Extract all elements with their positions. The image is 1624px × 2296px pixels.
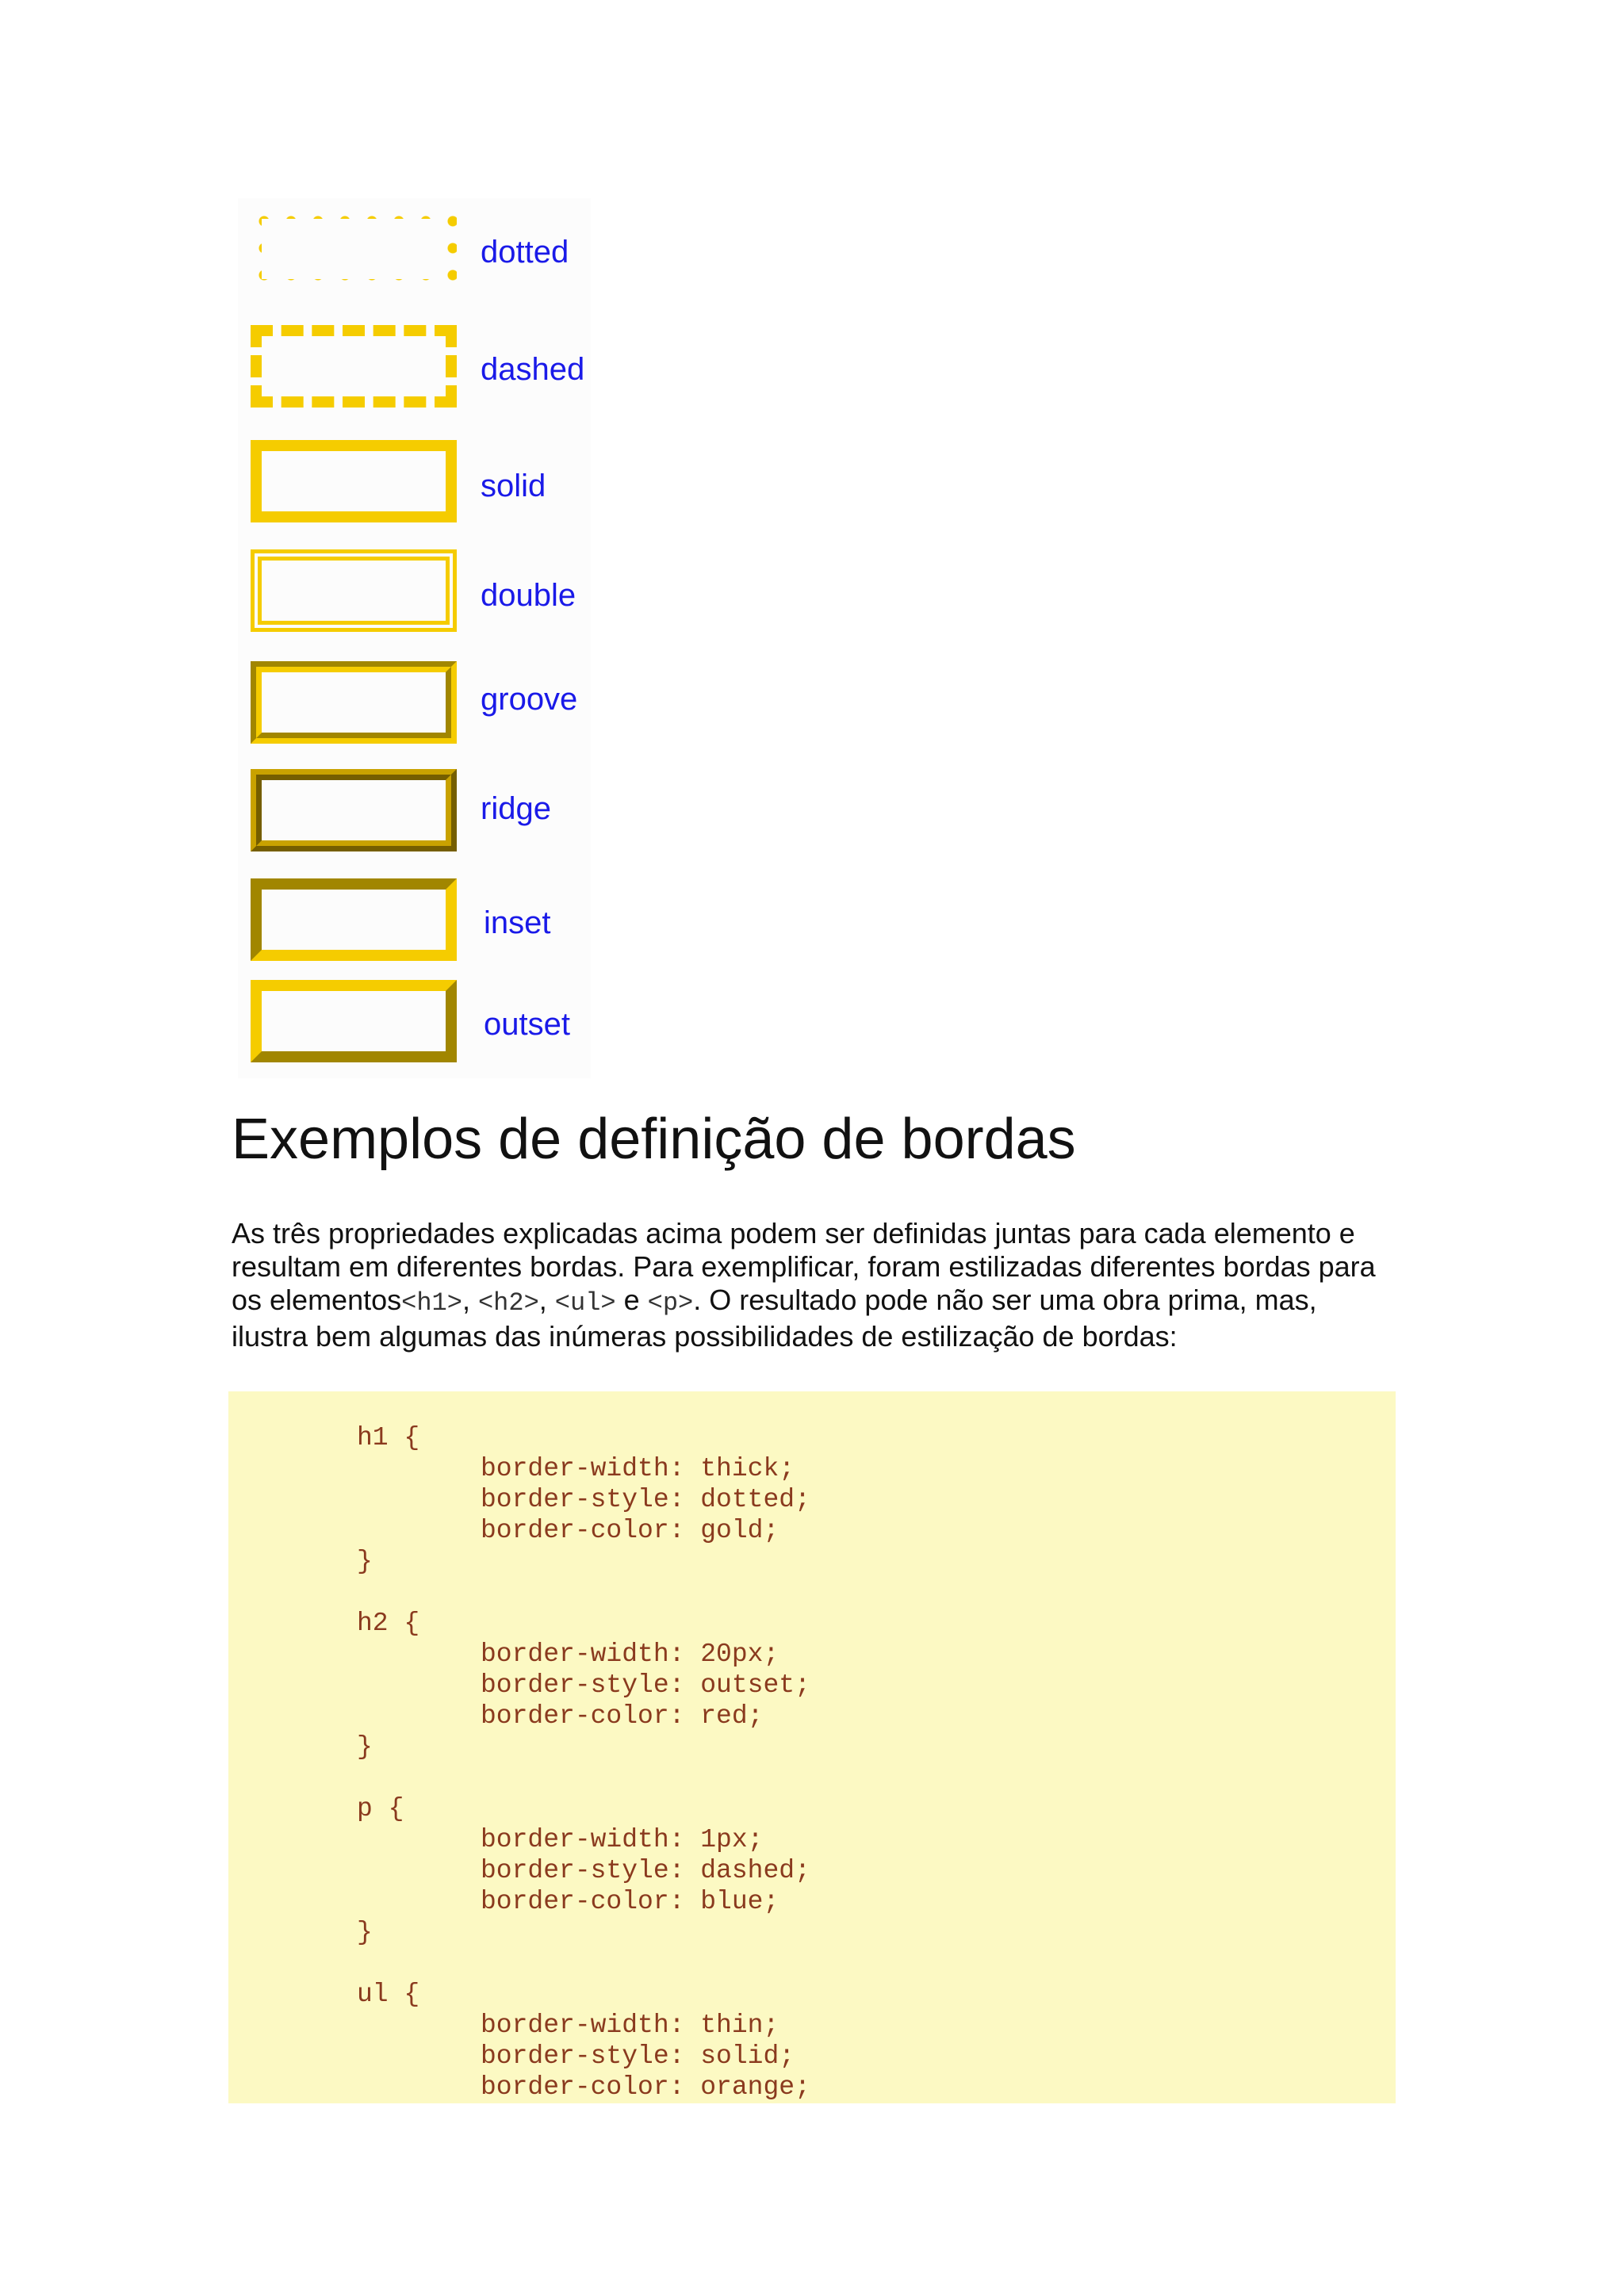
border-demo-dashed: [251, 325, 599, 412]
code-ul: <ul>: [554, 1288, 616, 1318]
code-line: }: [357, 1547, 373, 1576]
css-code-block: [228, 1391, 1396, 2103]
outset-border-sample: [251, 980, 457, 1062]
code-line: h2 {: [357, 1609, 420, 1638]
dotted-label: dotted: [481, 235, 569, 270]
code-p: <p>: [647, 1288, 694, 1318]
code-line: border-style: outset;: [481, 1670, 810, 1700]
border-demo-groove: [251, 661, 599, 748]
solid-label: solid: [481, 469, 546, 503]
code-line: border-width: thin;: [481, 2011, 779, 2040]
code-h2: <h2>: [477, 1288, 539, 1318]
code-line: }: [357, 1918, 373, 1947]
ridge-label: ridge: [481, 791, 551, 826]
code-line: border-color: gold;: [481, 1516, 779, 1545]
double-label: double: [481, 578, 576, 613]
border-demo-ridge: [251, 769, 599, 856]
border-demo-dotted: [251, 208, 599, 295]
inset-label: inset: [484, 905, 551, 940]
paragraph-text-2: . O resultado pode não ser uma obra prima, mas, ilustra bem algumas das inúmeras possibilidades de estilização de bordas:: [232, 1284, 1317, 1353]
code-line: p {: [357, 1794, 404, 1823]
code-line: border-color: blue;: [481, 1887, 779, 1916]
code-line: border-style: dashed;: [481, 1856, 810, 1885]
code-h1: <h1>: [401, 1288, 462, 1318]
outset-label: outset: [484, 1007, 570, 1042]
code-line: border-width: 20px;: [481, 1640, 779, 1669]
groove-border-sample: [251, 661, 457, 744]
border-demo-inset: [251, 878, 599, 966]
dashed-border-sample: [251, 325, 457, 408]
separator: ,: [462, 1284, 478, 1316]
border-demo-double: [251, 549, 599, 637]
section-heading: Exemplos de definição de bordas: [232, 1108, 1076, 1171]
code-line: ul {: [357, 1980, 420, 2009]
code-line: border-color: red;: [481, 1701, 764, 1731]
separator: ,: [538, 1284, 555, 1316]
dotted-border-sample: [251, 208, 457, 290]
code-line: border-width: 1px;: [481, 1825, 764, 1854]
paragraph-text-1: As três propriedades explicadas acima podem ser definidas juntas para cada elemento e resultam em diferentes bordas. Para exemplificar, foram estilizadas diferentes bordas para os elementos: [232, 1217, 1376, 1316]
border-demo-solid: [251, 440, 599, 527]
code-line: border-style: solid;: [481, 2042, 795, 2071]
inset-border-sample: [251, 878, 457, 961]
separator: e: [615, 1284, 648, 1316]
double-border-sample: [251, 549, 457, 632]
code-line: border-width: thick;: [481, 1454, 795, 1483]
dashed-label: dashed: [481, 352, 585, 387]
code-line: border-color: orange;: [481, 2072, 810, 2102]
ridge-border-sample: [251, 769, 457, 851]
intro-paragraph: [232, 1217, 1397, 1353]
groove-label: groove: [481, 682, 578, 717]
border-demo-outset: [251, 980, 599, 1067]
code-line: }: [357, 1732, 373, 1762]
code-line: h1 {: [357, 1423, 420, 1452]
solid-border-sample: [251, 440, 457, 522]
code-line: border-style: dotted;: [481, 1485, 810, 1514]
